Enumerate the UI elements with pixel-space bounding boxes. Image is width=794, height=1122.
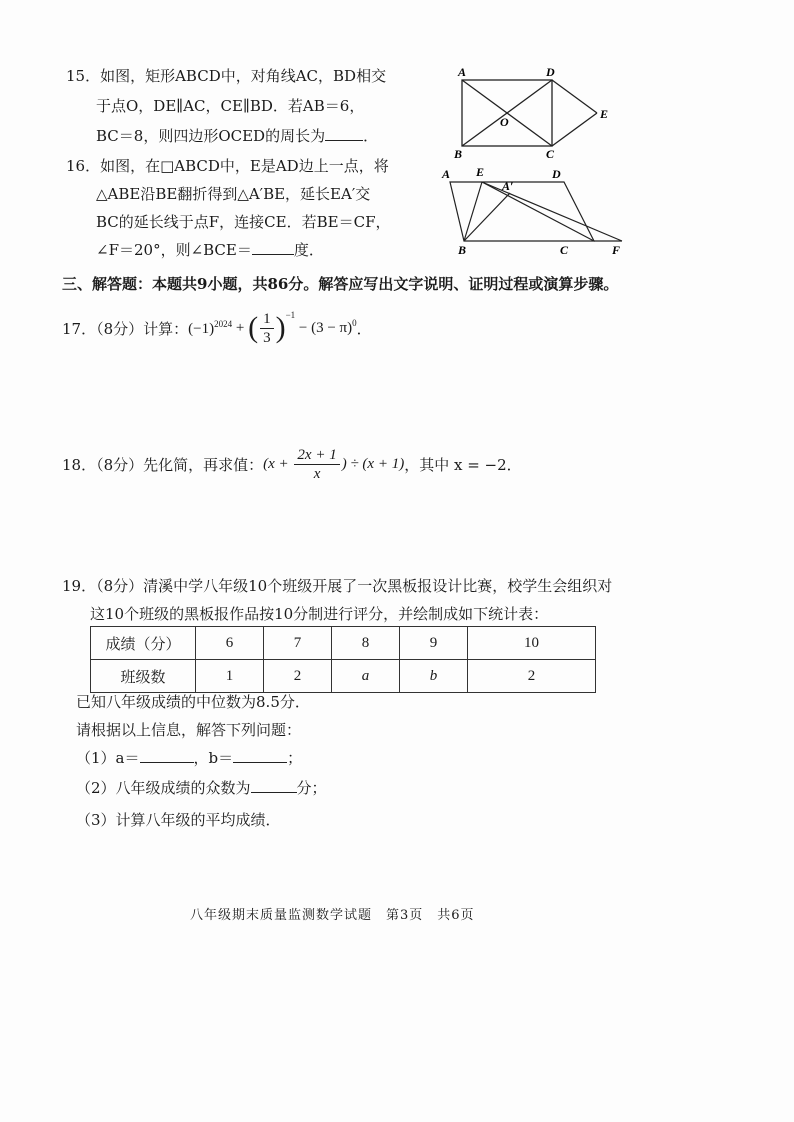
section-3-heading: 三、解答题：本题共9小题，共86分。解答应写出文字说明、证明过程或演算步骤。: [62, 275, 619, 293]
table-count-cell: b: [400, 660, 468, 693]
q19-part-2-end: 分；: [296, 779, 327, 797]
q17-fraction: [260, 310, 274, 347]
table-row-label: 班级数: [91, 660, 196, 693]
q17-exponent-3: 0: [352, 318, 357, 328]
table-count-cell: 1: [196, 660, 264, 693]
q15-line-3: [96, 122, 378, 150]
fig16-label-b: B: [458, 243, 467, 257]
q15-line-3-text: BC＝8，则四边形OCED的周长为: [96, 127, 326, 145]
q19-part-1-end: ；: [287, 749, 303, 767]
q16-line-2: △ABE沿BE翻折得到△A′BE，延长EA′交: [96, 185, 371, 203]
q19-blank-a: [140, 746, 194, 763]
q16-answer-blank: [252, 238, 294, 255]
q17-prefix: 17．（8分）计算：: [62, 319, 189, 338]
fig16-label-a-prime: A′: [502, 179, 514, 193]
table-score-cell: 7: [264, 627, 332, 660]
fig16-parallelogram: [450, 182, 594, 241]
table-header-label: 成绩（分）: [91, 627, 196, 660]
fig16-label-d: D: [552, 167, 561, 181]
q17-right-paren: ): [275, 311, 286, 344]
q17: [62, 308, 372, 348]
table-score-cell: 9: [400, 627, 468, 660]
q19-prompt: 请根据以上信息，解答下列问题：: [76, 721, 302, 739]
q17-minus-term: − (3 − π): [295, 319, 353, 336]
fig16-label-a: A: [442, 167, 451, 181]
fig15-label-c: C: [546, 147, 555, 161]
q19-score-table: [90, 626, 596, 693]
q18-prefix: 18．（8分）先化简，再求值：: [62, 455, 264, 474]
q18-condition: ，其中 x = −2．: [404, 455, 522, 474]
table-score-cell: 8: [332, 627, 400, 660]
fig15-label-o: O: [500, 115, 509, 129]
q17-base-1: (−1): [188, 320, 215, 337]
table-count-cell: 2: [264, 660, 332, 693]
q19-part-1-b-label: ，b＝: [193, 749, 234, 767]
q16-line-3: BC的延长线于点F，连接CE．若BE＝CF，: [96, 213, 391, 231]
q19-part-2: [76, 774, 327, 802]
q17-fraction-numerator: 1: [260, 310, 274, 329]
fig16-label-c: C: [560, 243, 569, 257]
fig15-segment-de: [552, 80, 597, 113]
q19-line-1: 19．（8分）清溪中学八年级10个班级开展了一次黑板报设计比赛，校学生会组织对: [62, 577, 613, 595]
q15-line-1: 15．如图，矩形ABCD中，对角线AC，BD相交: [66, 67, 387, 85]
q19-line-2: 这10个班级的黑板报作品按10分制进行评分，并绘制成如下统计表：: [90, 605, 549, 623]
fig16-segment-ec: [482, 182, 594, 241]
table-score-cell: 10: [468, 627, 596, 660]
q19-part-2-text: （2）八年级成绩的众数为: [76, 779, 251, 797]
q17-fraction-denominator: 3: [263, 329, 271, 346]
q19-part-1-a-label: （1）a＝: [76, 749, 140, 767]
fig15-label-d: D: [546, 65, 555, 79]
q17-exponent-2: −1: [285, 310, 296, 320]
table-count-cell: a: [332, 660, 400, 693]
figure-rectangle-abcd: [440, 62, 610, 162]
q16-line-1: 16．如图，在□ABCD中，E是AD边上一点，将: [66, 157, 389, 175]
q17-term-1: [188, 319, 232, 338]
fig16-label-e: E: [476, 165, 485, 179]
q18-rest: ) ÷ (x + 1): [341, 455, 405, 472]
q18: [62, 442, 522, 486]
q17-end: ．: [356, 319, 372, 338]
q19-part-1: [76, 744, 302, 772]
fig15-label-a: A: [458, 65, 467, 79]
q18-open: (x +: [263, 455, 293, 472]
figure-parallelogram-abcd: [436, 162, 636, 258]
q15-line-2: 于点O，DE∥AC，CE∥BD．若AB＝6，: [96, 97, 365, 115]
q17-left-paren: (: [248, 311, 259, 344]
q15-line-3-end: ．: [363, 127, 379, 145]
page-footer: 八年级期末质量监测数学试题 第3页 共6页: [190, 908, 475, 923]
q19-blank-b: [233, 746, 287, 763]
table-row: [91, 627, 596, 660]
table-score-cell: 6: [196, 627, 264, 660]
fig15-segment-ce: [552, 113, 597, 146]
q15-answer-blank: [325, 124, 363, 141]
q17-plus: +: [232, 319, 249, 336]
q18-fraction-denominator: x: [313, 465, 321, 482]
q19-part-3: （3）计算八年级的平均成绩．: [76, 811, 281, 829]
q16-line-4: [96, 236, 324, 264]
fig16-label-f: F: [612, 243, 621, 257]
q16-line-4-text: ∠F＝20°，则∠BCE＝: [96, 241, 252, 259]
q18-fraction: [294, 446, 339, 483]
table-count-cell: 2: [468, 660, 596, 693]
q18-fraction-numerator: 2x + 1: [294, 446, 339, 465]
q16-line-4-end: 度．: [293, 241, 324, 259]
q19-blank-mode: [251, 776, 297, 793]
q17-exponent-1: 2024: [214, 318, 233, 329]
fig15-label-e: E: [600, 107, 609, 121]
q19-info: 已知八年级成绩的中位数为8.5分．: [76, 693, 310, 711]
fig15-label-b: B: [454, 147, 463, 161]
